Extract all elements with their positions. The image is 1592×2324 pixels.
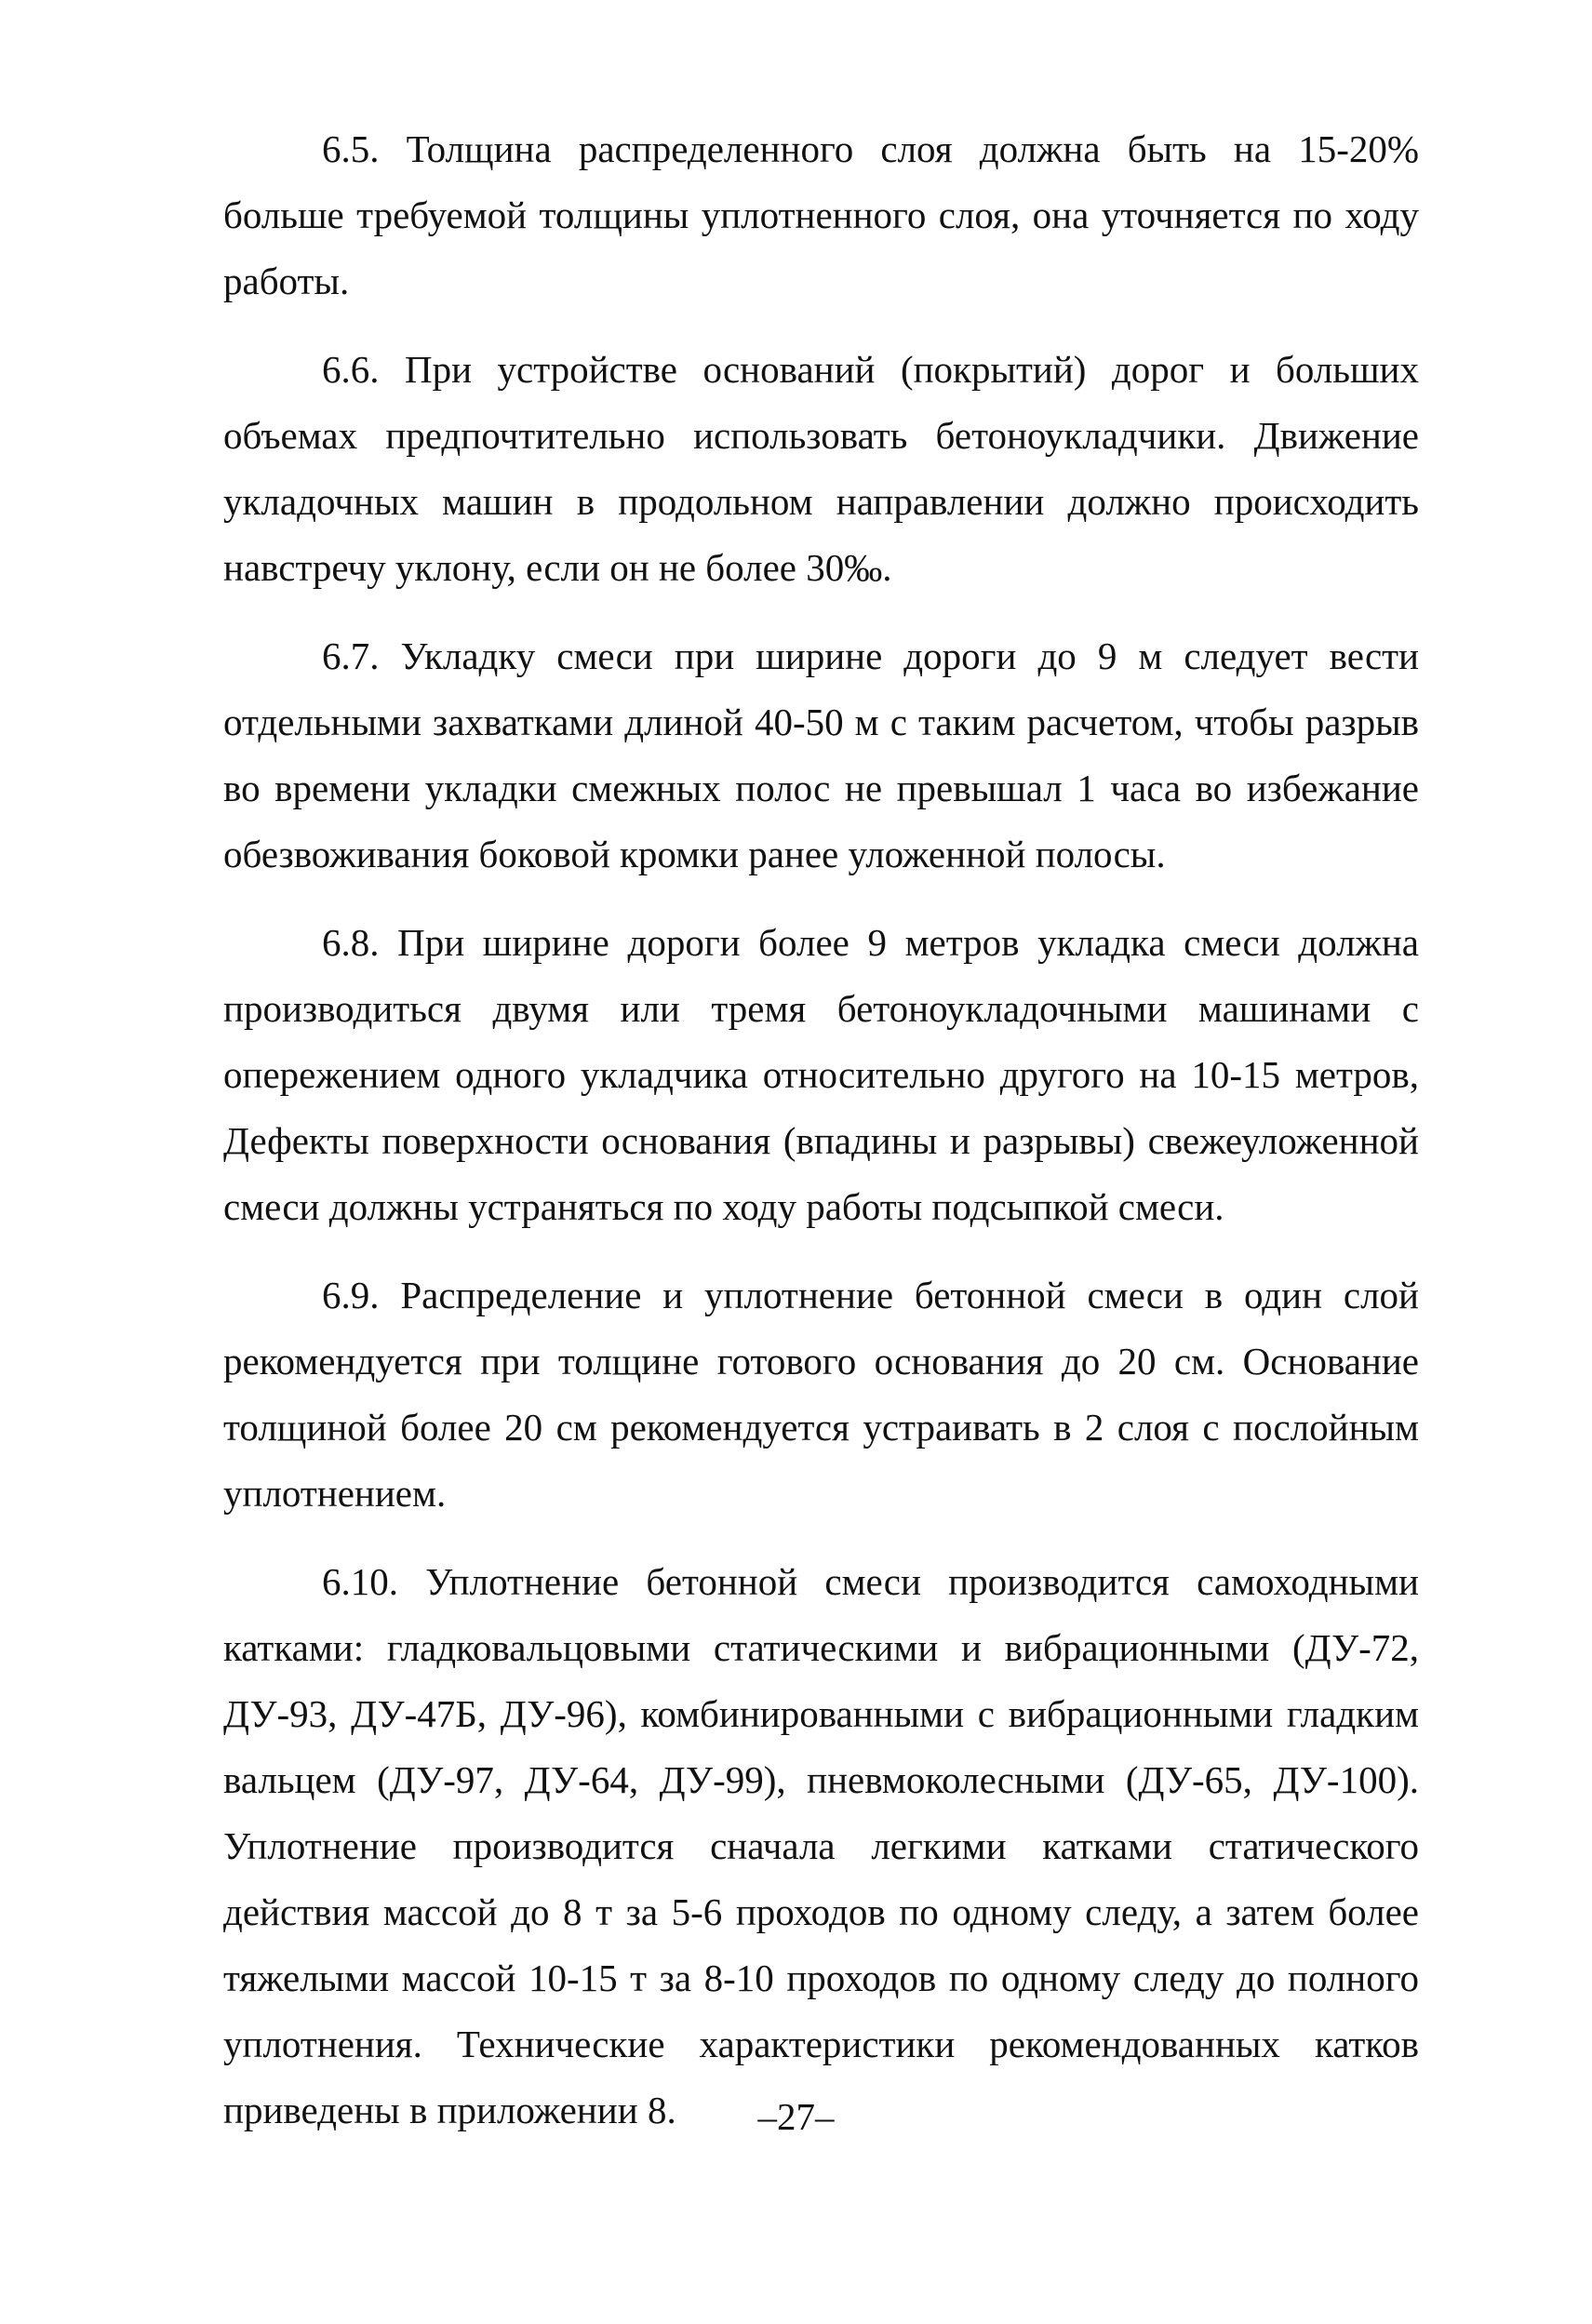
- paragraph-6-6: 6.6. При устройстве оснований (покрытий) дорог и больших объемах предпочтительно использовать бетоноукладчики. Движение укладочных машин в продольном направлении должно происходить навстречу уклону, если он не более 30‰.: [223, 348, 1419, 589]
- paragraph-6-10: 6.10. Уплотнение бетонной смеси производится самоходными катками: гладковальцовыми статическими и вибрационными (ДУ-72, ДУ-93, ДУ-47Б, ДУ-96), комбинированными с вибрационными гладким вальцем (ДУ-97, ДУ-64, ДУ-99), пневмоколесными (ДУ-65, ДУ-100). Уплотнение производится сначала легкими катками статического действия массой до 8 т за 5-6 проходов по одному следу, а затем более тяжелыми массой 10-15 т за 8-10 проходов по одному следу до полного уплотнения. Технические характеристики рекомендованных катков приведены в приложении 8.: [223, 1560, 1419, 2131]
- paragraph-6-5: 6.5. Толщина распределенного слоя должна быть на 15-20% больше требуемой толщины уплотненного слоя, она уточняется по ходу работы.: [223, 127, 1419, 302]
- paragraph-6-9: 6.9. Распределение и уплотнение бетонной смеси в один слой рекомендуется при толщине готового основания до 20 см. Основание толщиной более 20 см рекомендуется устраивать в 2 слоя с послойным уплотнением.: [223, 1274, 1419, 1515]
- paragraph-6-8: 6.8. При ширине дороги более 9 метров укладка смеси должна производиться двумя или тремя бетоноукладочными машинами с опережением одного укладчика относительно другого на 10-15 метров, Дефекты поверхности основания (впадины и разрывы) свежеуложенной смеси должны устраняться по ходу работы подсыпкой смеси.: [223, 921, 1419, 1228]
- body-text: [223, 116, 1419, 2166]
- page-number: –27–: [757, 2095, 835, 2138]
- paragraph-6-7: 6.7. Укладку смеси при ширине дороги до 9 м следует вести отдельными захватками длиной 40-50 м с таким расчетом, чтобы разрыв во времени укладки смежных полос не превышал 1 часа во избежание обезвоживания боковой кромки ранее уложенной полосы.: [223, 634, 1419, 875]
